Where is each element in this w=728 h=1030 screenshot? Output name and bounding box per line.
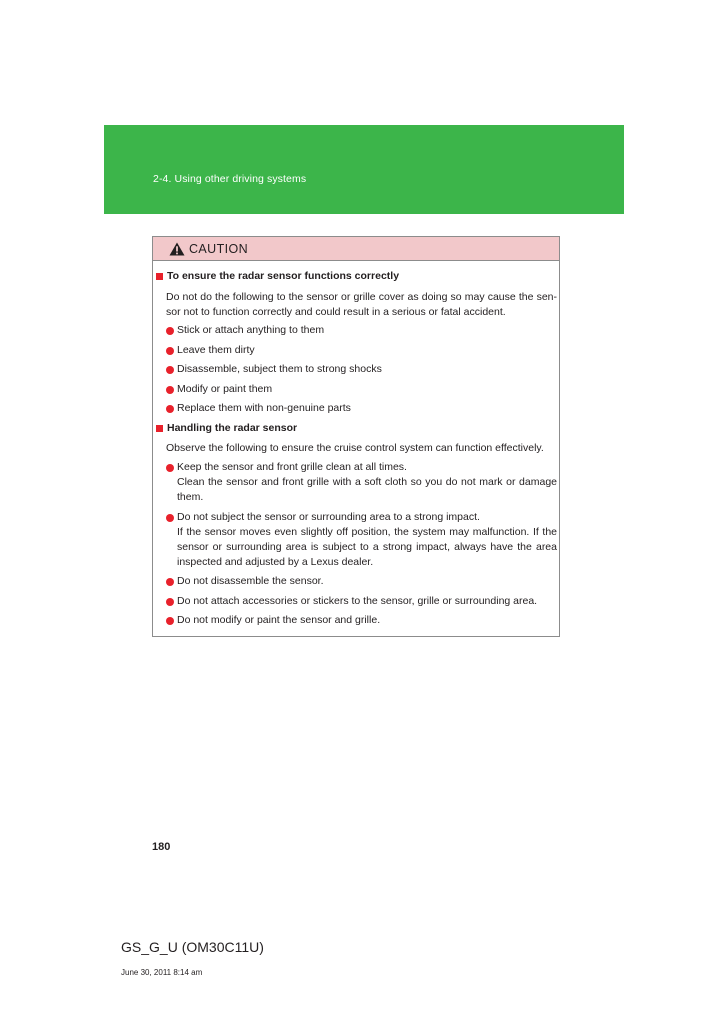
list-item [166,510,557,570]
bullet-detail: Clean the sensor and front grille with a soft cloth so you do not mark or damage them. [177,476,557,503]
list-item [166,594,557,609]
section-heading-radar-handling [156,421,297,436]
section-header-band [104,125,624,214]
list-item-text: Leave them dirty [177,344,255,356]
red-dot-icon [166,386,174,394]
page-number: 180 [152,841,171,853]
red-dot-icon [166,464,174,472]
section-heading-radar-function [156,269,399,284]
bullet-detail: If the sensor moves even slightly off position, the system may malfunction. If the sensor or surrounding area is subject to a strong impact, always have the area inspected and adjusted by a Lexus dealer. [177,526,557,568]
red-dot-icon [166,366,174,374]
caution-box [152,236,560,637]
red-dot-icon [166,617,174,625]
list-item-text: Do not disassemble the sensor. [177,575,324,587]
section-heading-text: To ensure the radar sensor functions correctly [167,270,400,282]
list-item [166,343,557,358]
section-intro: Observe the following to ensure the cruise control system can function effectively. [166,442,544,454]
list-item [166,323,557,338]
red-dot-icon [166,514,174,522]
red-dot-icon [166,347,174,355]
list-item [166,613,557,628]
red-dot-icon [166,405,174,413]
list-item [166,362,557,377]
document-code: GS_G_U (OM30C11U) [121,939,264,955]
bullet-lead: Do not subject the sensor or surrounding area to a strong impact. [177,511,480,523]
red-dot-icon [166,327,174,335]
caution-header [153,237,559,261]
section-heading-text: Handling the radar sensor [167,422,298,434]
section-title: 2-4. Using other driving systems [153,173,307,185]
caution-title: CAUTION [189,241,249,256]
list-item [166,401,557,416]
document-date: June 30, 2011 8:14 am [121,968,203,977]
bullet-lead: Keep the sensor and front grille clean at all times. [177,461,407,473]
list-item-text: Modify or paint them [177,383,273,395]
section-intro: Do not do the following to the sensor or grille cover as doing so may cause the sen-sor not to function correctly and could result in a serious or fatal accident. [166,291,557,318]
red-dot-icon [166,578,174,586]
list-item [166,382,557,397]
list-item [166,574,557,589]
list-item-text: Do not attach accessories or stickers to the sensor, grille or surrounding area. [177,595,538,607]
list-item-text: Do not modify or paint the sensor and grille. [177,614,381,626]
list-item-text [177,510,557,570]
list-item-text [177,460,557,505]
list-item-text: Stick or attach anything to them [177,324,325,336]
warning-triangle-icon [169,242,185,256]
list-item [166,460,557,505]
list-item-text: Disassemble, subject them to strong shocks [177,363,382,375]
red-dot-icon [166,598,174,606]
list-item-text: Replace them with non-genuine parts [177,402,351,414]
red-square-icon [156,273,163,280]
red-square-icon [156,425,163,432]
